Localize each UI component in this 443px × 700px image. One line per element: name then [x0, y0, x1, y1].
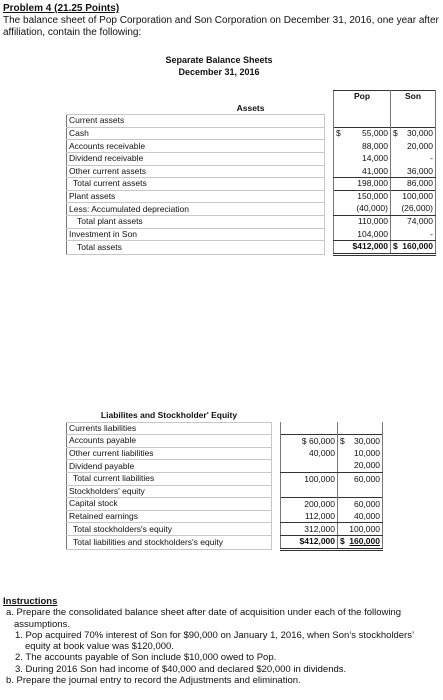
sheet-date: December 31, 2016	[178, 67, 260, 77]
table-row	[67, 178, 436, 191]
table-row	[67, 435, 383, 448]
pop-value: 100,000	[281, 472, 338, 485]
currency-sign: $	[393, 128, 398, 139]
son-value: 74,000	[391, 215, 436, 228]
son-value: 100,000	[391, 190, 436, 203]
row-label: Investment in Son	[67, 228, 325, 241]
table-row	[67, 535, 383, 549]
son-value: 60,000	[338, 498, 383, 511]
currency-sign: $	[340, 536, 345, 547]
row-label: Other current assets	[67, 165, 325, 178]
assets-table	[66, 90, 436, 256]
table-row	[67, 215, 436, 228]
son-value: 40,000	[338, 510, 383, 523]
table-row	[67, 203, 436, 216]
assets-header: Assets	[236, 102, 265, 113]
instructions-heading: Instructions	[3, 596, 58, 607]
row-label: Total stockholders's equity	[67, 523, 272, 536]
table-row	[67, 472, 383, 485]
row-label: Currents liabilities	[67, 422, 272, 435]
row-label: Accounts payable	[67, 435, 272, 448]
row-label: Capital stock	[67, 498, 272, 511]
pop-value: (40,000)	[334, 203, 391, 216]
row-label: Plant assets	[67, 190, 325, 203]
currency-sign: $	[393, 241, 398, 252]
pop-value: 198,000	[334, 178, 391, 191]
liabilities-header-row	[67, 410, 383, 422]
row-label: Total liabilities and stockholders's equity	[67, 535, 272, 549]
row-label: Less: Accumulated depreciation	[67, 203, 325, 216]
pop-value: 104,000	[334, 228, 391, 241]
instructions	[3, 596, 441, 686]
pop-value: 88,000	[334, 140, 391, 153]
problem-title: Problem 4 (21.25 Points)	[3, 3, 120, 14]
currency-sign: $	[340, 435, 345, 446]
son-value: 20,000	[391, 140, 436, 153]
pop-value: 40,000	[281, 447, 338, 460]
instruction-b: b. Prepare the journal entry to record the Adjustments and elimination.	[6, 675, 301, 687]
row-label: Retained earnings	[67, 510, 272, 523]
row-label: Stockholders' equity	[67, 485, 272, 498]
son-value: 10,000	[338, 447, 383, 460]
son-value: (26,000)	[391, 203, 436, 216]
row-label: Total current assets	[67, 178, 325, 191]
son-value: 160,000	[402, 241, 433, 252]
row-label: Cash	[67, 127, 325, 140]
row-label: Total assets	[67, 241, 325, 255]
table-row	[67, 510, 383, 523]
col-pop-header: Pop	[334, 91, 391, 103]
son-value: 36,000	[391, 165, 436, 178]
pop-value: $ 60,000	[281, 435, 338, 448]
pop-value: 312,000	[281, 523, 338, 536]
row-label: Dividend receivable	[67, 152, 325, 165]
table-row	[67, 190, 436, 203]
table-row	[67, 460, 383, 473]
son-value: 60,000	[338, 472, 383, 485]
table-row	[67, 228, 436, 241]
son-value: 160,000	[349, 536, 380, 547]
pop-value: $412,000	[334, 241, 391, 255]
sheet-title: Separate Balance Sheets	[165, 55, 273, 65]
pop-value: 200,000	[281, 498, 338, 511]
instruction-a: a. Prepare the consolidated balance sheet after date of acquisition under each of the following assumptions.	[6, 607, 402, 630]
pop-value: 110,000	[334, 215, 391, 228]
table-row	[67, 485, 383, 498]
column-header-row	[67, 91, 436, 103]
pop-value: 55,000	[362, 128, 388, 139]
table-row	[67, 241, 436, 255]
table-row	[67, 447, 383, 460]
son-value: -	[391, 228, 436, 241]
son-value: 20,000	[338, 460, 383, 473]
pop-value: 41,000	[334, 165, 391, 178]
table-row	[67, 152, 436, 165]
row-label: Other current liabilities	[67, 447, 272, 460]
problem-intro: The balance sheet of Pop Corporation and Son Corporation on December 31, 2016, one year after affiliation, contain the following:	[3, 15, 439, 38]
col-son-header: Son	[391, 91, 436, 103]
currency-sign: $	[336, 128, 341, 139]
son-value: 30,000	[407, 128, 433, 139]
pop-value: 112,000	[281, 510, 338, 523]
assumption-2: 2. The accounts payable of Son include $10,000 owed to Pop.	[15, 652, 277, 664]
row-label: Current assets	[67, 115, 325, 128]
son-value: -	[391, 152, 436, 165]
pop-value	[281, 460, 338, 473]
assets-header-row	[67, 103, 436, 115]
pop-value: 14,000	[334, 152, 391, 165]
pop-value: $412,000	[281, 535, 338, 549]
liabilities-header: Liabilites and Stockholder' Equity	[100, 410, 238, 421]
assumption-3: 3. During 2016 Son had income of $40,000 and declared $20,000 in dividends.	[15, 663, 347, 675]
table-row	[67, 115, 436, 128]
table-row	[67, 127, 436, 140]
table-row	[67, 422, 383, 435]
assumption-1: 1. Pop acquired 70% interest of Son for $90,000 on January 1, 2016, when Son’s stockholders’ equity at book value was $120,000.	[15, 629, 414, 653]
liabilities-table	[66, 410, 383, 551]
table-row	[67, 498, 383, 511]
table-row	[67, 523, 383, 536]
table-row	[67, 165, 436, 178]
row-label: Dividend payable	[67, 460, 272, 473]
table-row	[67, 140, 436, 153]
pop-value: 150,000	[334, 190, 391, 203]
son-value: 30,000	[354, 435, 380, 446]
row-label: Total current liabilities	[67, 472, 272, 485]
son-value: 100,000	[338, 523, 383, 536]
son-value: 86,000	[391, 178, 436, 191]
row-label: Total plant assets	[67, 215, 325, 228]
row-label: Accounts receivable	[67, 140, 325, 153]
